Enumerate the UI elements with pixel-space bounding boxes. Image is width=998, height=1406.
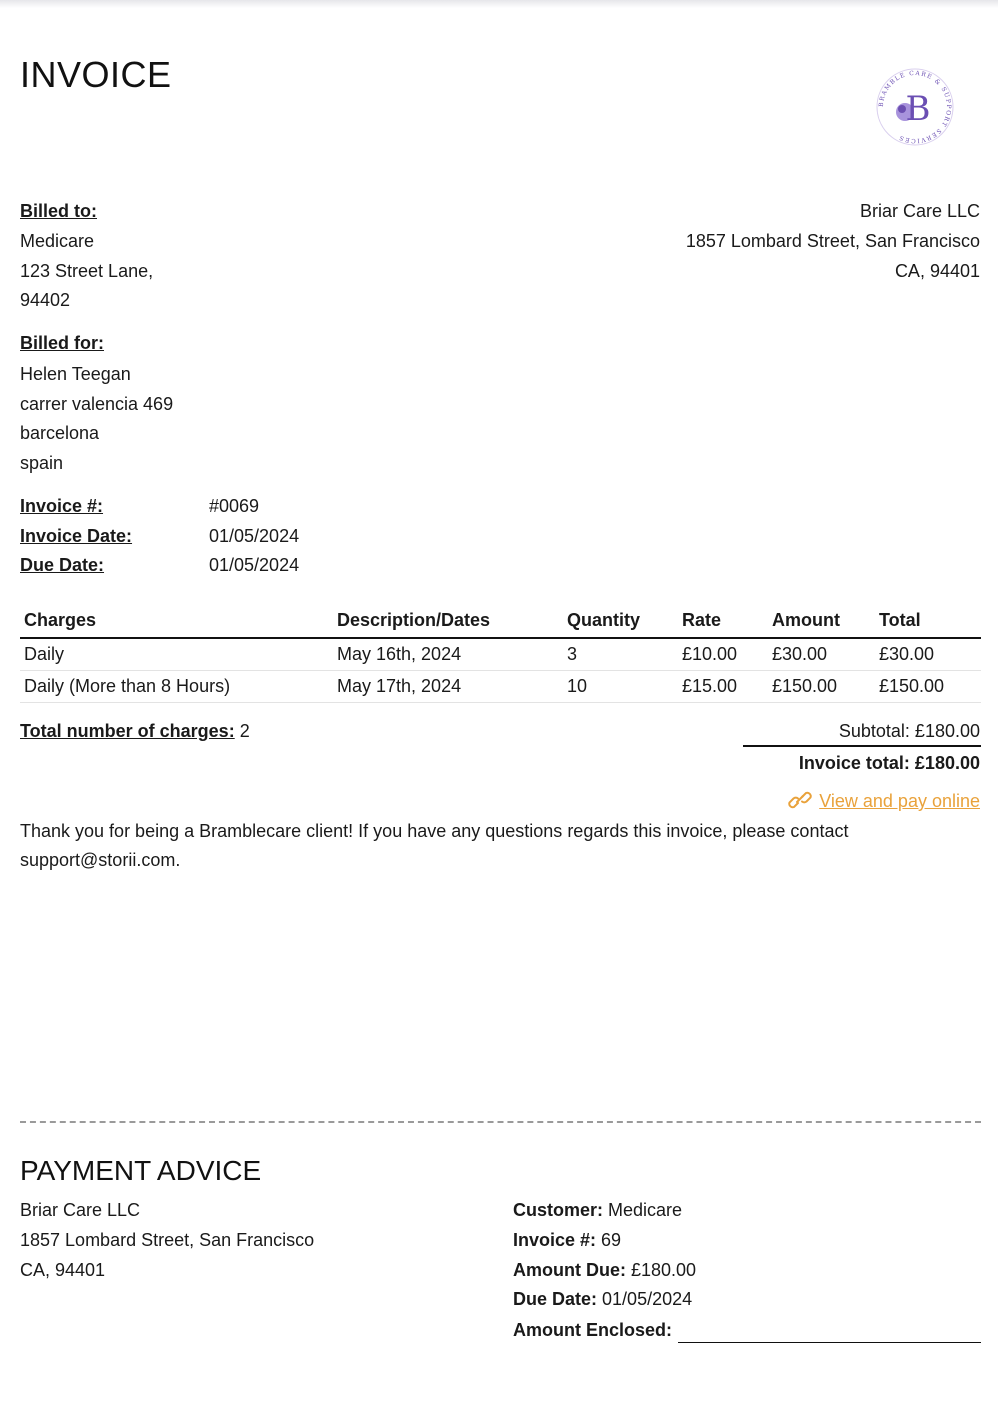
advice-invoice — [513, 1229, 621, 1251]
billed-to-name: Medicare — [20, 231, 95, 251]
invoice-title: INVOICE — [20, 54, 172, 95]
cell-total: £30.00 — [875, 638, 981, 671]
cell-quantity: 10 — [563, 671, 678, 703]
cell-charge: Daily — [20, 638, 333, 671]
advice-invoice-label: Invoice #: — [513, 1230, 597, 1250]
billed-to-street: 123 Street Lane, — [20, 261, 154, 281]
due-date-value: 01/05/2024 — [209, 555, 300, 575]
header-rate: Rate — [678, 606, 768, 638]
cell-charge: Daily (More than 8 Hours) — [20, 671, 333, 703]
charges-count-label: Total number of charges: — [20, 721, 235, 741]
view-and-pay-online-label[interactable]: View and pay online — [819, 791, 980, 811]
billed-for-city: barcelona — [20, 423, 100, 443]
cell-rate: £10.00 — [678, 638, 768, 671]
advice-due-date-value: 01/05/2024 — [602, 1289, 693, 1309]
billed-to-zip: 94402 — [20, 290, 71, 310]
invoice-date-value: 01/05/2024 — [209, 526, 300, 546]
billed-for-name: Helen Teegan — [20, 364, 131, 384]
advice-due-date-label: Due Date: — [513, 1289, 598, 1309]
advice-due-date — [513, 1288, 692, 1310]
charges-table — [20, 606, 981, 703]
thank-you-line-1: Thank you for being a Bramblecare client! If you have any questions regards this invoice, please contact — [20, 821, 849, 841]
cell-description: May 16th, 2024 — [333, 638, 563, 671]
subtotal: Subtotal: £180.00 — [838, 721, 980, 741]
invoice-total: Invoice total: £180.00 — [798, 753, 980, 773]
invoice-number-value: #0069 — [209, 496, 260, 516]
cell-description: May 17th, 2024 — [333, 671, 563, 703]
advice-company-street: 1857 Lombard Street, San Francisco — [20, 1230, 315, 1250]
charges-count — [20, 720, 250, 742]
header-charges: Charges — [20, 606, 333, 638]
cell-amount: £150.00 — [768, 671, 875, 703]
charges-count-value: 2 — [239, 721, 250, 741]
advice-customer — [513, 1199, 682, 1221]
company-city: CA, 94401 — [894, 261, 980, 281]
due-date-label: Due Date: — [20, 555, 105, 575]
cell-total: £150.00 — [875, 671, 981, 703]
billed-for-street: carrer valencia 469 — [20, 394, 174, 414]
cell-amount: £30.00 — [768, 638, 875, 671]
billed-to-label: Billed to: — [20, 201, 97, 221]
header-amount: Amount — [768, 606, 875, 638]
logo-ring-text: BRAMBLE CARE & SUPPORT SERVICES — [877, 69, 953, 145]
invoice-number-label: Invoice #: — [20, 496, 104, 516]
advice-amount-enclosed — [513, 1319, 672, 1341]
page-top-shadow — [0, 0, 998, 8]
header-quantity: Quantity — [563, 606, 678, 638]
company-name: Briar Care LLC — [859, 201, 980, 221]
header-total: Total — [875, 606, 981, 638]
advice-invoice-value: 69 — [601, 1230, 622, 1250]
advice-company-name: Briar Care LLC — [20, 1200, 141, 1220]
subtotal-divider — [743, 745, 981, 747]
amount-enclosed-field[interactable] — [678, 1342, 981, 1343]
logo-emblem-icon — [872, 64, 958, 150]
advice-customer-value: Medicare — [608, 1200, 683, 1220]
cell-quantity: 3 — [563, 638, 678, 671]
advice-customer-label: Customer: — [513, 1200, 604, 1220]
header-description: Description/Dates — [333, 606, 563, 638]
advice-amount-due-value: £180.00 — [631, 1260, 697, 1280]
payment-advice-title: PAYMENT ADVICE — [20, 1155, 262, 1186]
tear-off-divider — [20, 1121, 981, 1123]
advice-company-city: CA, 94401 — [20, 1260, 106, 1280]
logo-letter: B — [905, 89, 931, 129]
advice-amount-enclosed-label: Amount Enclosed: — [513, 1320, 673, 1340]
advice-amount-due — [513, 1259, 696, 1281]
table-row — [20, 671, 981, 703]
table-row — [20, 638, 981, 671]
billed-for-country: spain — [20, 453, 64, 473]
link-icon — [788, 791, 814, 809]
invoice-date-label: Invoice Date: — [20, 526, 133, 546]
table-header-row — [20, 606, 981, 638]
cell-rate: £15.00 — [678, 671, 768, 703]
company-street: 1857 Lombard Street, San Francisco — [685, 231, 980, 251]
advice-amount-due-label: Amount Due: — [513, 1260, 626, 1280]
billed-for-label: Billed for: — [20, 333, 104, 353]
company-logo — [872, 64, 958, 150]
view-and-pay-online-link[interactable] — [788, 791, 980, 812]
thank-you-line-2: support@storii.com. — [20, 850, 181, 870]
